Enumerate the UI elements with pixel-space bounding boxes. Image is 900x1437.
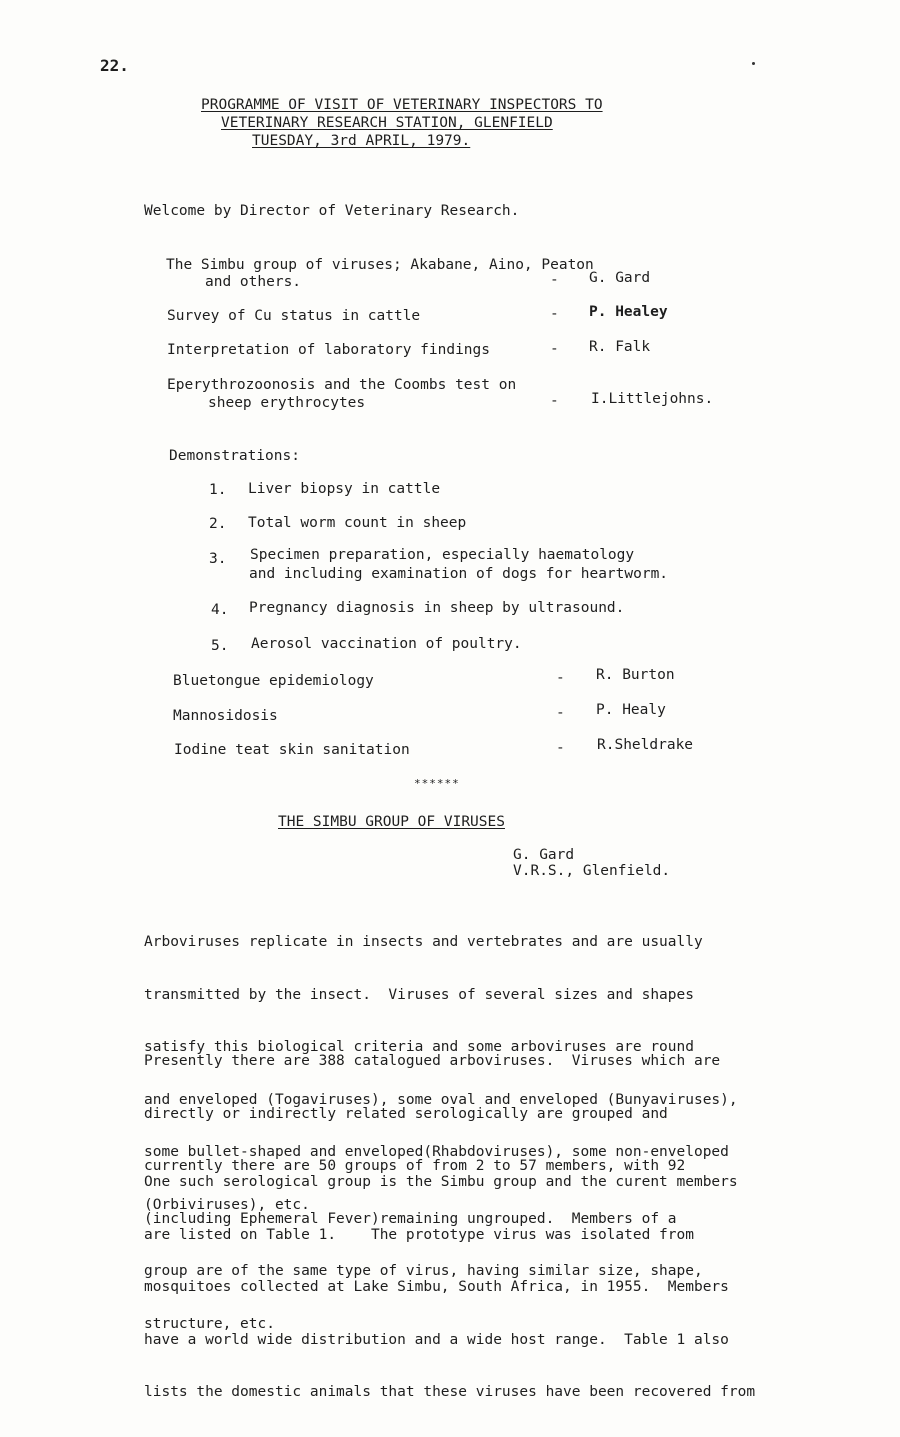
paragraph-1-line-4: and enveloped (Togaviruses), some oval and enveloped (Bunyaviruses), <box>144 1091 738 1108</box>
section-separator: ****** <box>414 777 460 790</box>
paragraph-1-line-2: transmitted by the insect. Viruses of several sizes and shapes <box>144 986 694 1003</box>
demo-1-text: Liver biopsy in cattle <box>248 481 441 497</box>
talk-5-speaker: R. Burton <box>596 667 675 683</box>
talk-3-dash: - <box>550 341 559 357</box>
paragraph-2-line-6: structure, etc. <box>144 1315 275 1332</box>
talk-1-speaker: G. Gard <box>589 270 651 286</box>
heading-line-2: VETERINARY RESEARCH STATION, GLENFIELD <box>221 115 553 131</box>
paragraph-2-line-3: currently there are 50 groups of from 2 to 57 members, with 92 <box>144 1158 686 1174</box>
talk-1-topic: The Simbu group of viruses; Akabane, Aino, Peaton <box>166 257 594 273</box>
welcome-line: Welcome by Director of Veterinary Research. <box>144 203 520 219</box>
paragraph-3-line-2: are listed on Table 1. The prototype virus was isolated from <box>144 1226 694 1243</box>
talk-6-dash: - <box>556 705 565 721</box>
heading-line-1: PROGRAMME OF VISIT OF VETERINARY INSPECTORS TO <box>201 97 603 113</box>
paragraph-1-line-3: satisfy this biological criteria and some arboviruses are round <box>144 1039 694 1055</box>
demo-4-text: Pregnancy diagnosis in sheep by ultrasound. <box>249 600 625 616</box>
page-number: 22. <box>100 56 129 75</box>
paragraph-3 <box>144 1139 755 1437</box>
article-affiliation: V.R.S., Glenfield. <box>513 863 671 879</box>
paragraph-3-line-5: lists the domestic animals that these viruses have been recovered from <box>144 1384 756 1400</box>
paragraph-2-line-2: directly or indirectly related serologically are grouped and <box>144 1105 668 1122</box>
talk-1-topic-cont: and others. <box>205 274 302 290</box>
talk-7-speaker: R.Sheldrake <box>597 737 694 753</box>
talk-4-topic-cont: sheep erythrocytes <box>208 395 366 411</box>
talk-4-dash: - <box>550 393 559 409</box>
talk-1-dash: - <box>550 272 559 288</box>
demo-4-number: 4. <box>211 602 229 618</box>
demo-5-number: 5. <box>211 638 229 654</box>
talk-3-speaker: R. Falk <box>589 339 651 355</box>
demo-2-text: Total worm count in sheep <box>248 515 467 531</box>
demo-1-number: 1. <box>209 482 227 498</box>
talk-7-dash: - <box>556 740 565 756</box>
talk-3-topic: Interpretation of laboratory findings <box>167 342 491 358</box>
paragraph-1-line-1: Arboviruses replicate in insects and vertebrates and are usually <box>144 934 703 950</box>
paragraph-1-line-5: some bullet-shaped and enveloped(Rhabdoviruses), some non-enveloped <box>144 1144 729 1160</box>
talk-4-topic: Eperythrozoonosis and the Coombs test on <box>167 377 517 393</box>
talk-5-dash: - <box>556 670 565 686</box>
heading-line-3: TUESDAY, 3rd APRIL, 1979. <box>252 133 471 149</box>
demonstrations-label: Demonstrations: <box>169 448 300 464</box>
demo-3-number: 3. <box>209 551 227 567</box>
demo-2-number: 2. <box>209 516 227 532</box>
paragraph-2-line-1: Presently there are 388 catalogued arboviruses. Viruses which are <box>144 1053 721 1069</box>
article-author: G. Gard <box>513 847 575 863</box>
paragraph-3-line-4: have a world wide distribution and a wide host range. Table 1 also <box>144 1331 729 1348</box>
talk-2-speaker: P. Healey <box>589 304 668 320</box>
paragraph-2-line-4: (including Ephemeral Fever)remaining ungrouped. Members of a <box>144 1210 677 1227</box>
talk-2-topic: Survey of Cu status in cattle <box>167 308 421 324</box>
demo-3-text: Specimen preparation, especially haematology <box>250 547 635 563</box>
talk-6-speaker: P. Healy <box>596 702 666 718</box>
talk-4-speaker: I.Littlejohns. <box>591 391 714 407</box>
talk-2-dash: - <box>550 306 559 322</box>
ink-dot <box>752 62 755 65</box>
paragraph-2-line-5: group are of the same type of virus, having similar size, shape, <box>144 1263 703 1279</box>
paragraph-1-line-6: (Orbiviruses), etc. <box>144 1196 310 1213</box>
paragraph-3-line-1: One such serological group is the Simbu group and the curent members <box>144 1174 738 1190</box>
talk-6-topic: Mannosidosis <box>173 708 278 724</box>
talk-7-topic: Iodine teat skin sanitation <box>174 742 410 758</box>
demo-5-text: Aerosol vaccination of poultry. <box>251 636 522 652</box>
talk-5-topic: Bluetongue epidemiology <box>173 673 374 689</box>
paragraph-3-line-3: mosquitoes collected at Lake Simbu, South Africa, in 1955. Members <box>144 1279 729 1295</box>
demo-3-text-cont: and including examination of dogs for heartworm. <box>249 566 669 582</box>
article-title: THE SIMBU GROUP OF VIRUSES <box>278 814 505 830</box>
